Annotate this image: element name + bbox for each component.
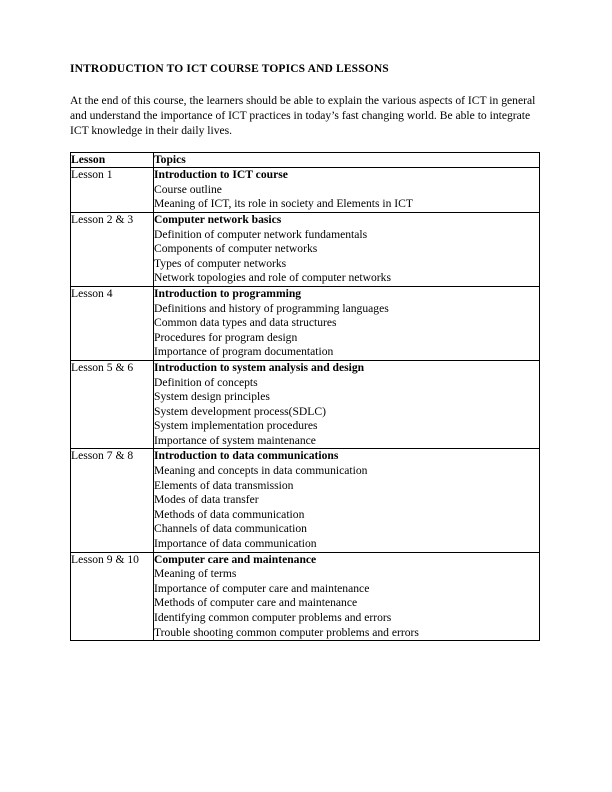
- table-row: [71, 449, 540, 552]
- topic-line: Meaning and concepts in data communication: [154, 464, 368, 478]
- table-header: [71, 152, 540, 168]
- table-row: [71, 360, 540, 449]
- topic-heading: Introduction to ICT course: [154, 168, 288, 182]
- topic-line: Components of computer networks: [154, 242, 318, 256]
- lesson-label: Lesson 4: [71, 286, 113, 300]
- topics-cell: [154, 168, 540, 213]
- lesson-cell: [71, 449, 154, 552]
- topic-line: Channels of data communication: [154, 522, 307, 536]
- topic-line: Identifying common computer problems and errors: [154, 611, 392, 625]
- topic-heading: Introduction to system analysis and design: [154, 360, 365, 374]
- topics-cell: [154, 552, 540, 641]
- table-header-row: [71, 152, 540, 168]
- lesson-cell: [71, 552, 154, 641]
- page-title: INTRODUCTION TO ICT COURSE TOPICS AND LESSONS: [70, 63, 389, 75]
- course-topics-table: [70, 152, 540, 642]
- topic-line: Types of computer networks: [154, 256, 287, 270]
- topics-cell: [154, 449, 540, 552]
- topic-line: Meaning of ICT, its role in society and Elements in ICT: [154, 197, 413, 211]
- topic-line: Definitions and history of programming languages: [154, 301, 389, 315]
- lesson-cell: [71, 360, 154, 449]
- topic-line: Procedures for program design: [154, 330, 298, 344]
- table-row: [71, 212, 540, 286]
- topic-line: Elements of data transmission: [154, 478, 294, 492]
- topics-cell: [154, 286, 540, 360]
- topic-heading: Introduction to programming: [154, 286, 302, 300]
- topic-line: Common data types and data structures: [154, 316, 337, 330]
- lesson-label: Lesson 7 & 8: [71, 449, 134, 463]
- topics-cell: [154, 212, 540, 286]
- lesson-label: Lesson 1: [71, 168, 113, 182]
- topic-line: System design principles: [154, 390, 270, 404]
- topic-heading: Computer network basics: [154, 212, 282, 226]
- topic-line: System implementation procedures: [154, 419, 318, 433]
- topic-line: Importance of system maintenance: [154, 433, 316, 447]
- lesson-label: Lesson 5 & 6: [71, 360, 134, 374]
- intro-paragraph: At the end of this course, the learners should be able to explain the various aspects of ICT in general and understand the importance of ICT practices in today’s fast changing world. Be able to integrate ICT knowledge in their daily lives.: [70, 94, 536, 138]
- topic-line: Importance of computer care and maintenance: [154, 581, 370, 595]
- topic-line: System development process(SDLC): [154, 404, 326, 418]
- column-header-topics: Topics: [154, 152, 540, 168]
- table-row: [71, 286, 540, 360]
- topic-line: Importance of data communication: [154, 537, 317, 551]
- topic-line: Modes of data transfer: [154, 493, 259, 507]
- lesson-cell: [71, 212, 154, 286]
- table-row: [71, 552, 540, 641]
- topic-heading: Introduction to data communications: [154, 449, 339, 463]
- table-row: [71, 168, 540, 213]
- topic-line: Course outline: [154, 182, 222, 196]
- lesson-label: Lesson 9 & 10: [71, 552, 139, 566]
- topic-heading: Computer care and maintenance: [154, 552, 317, 566]
- topic-line: Importance of program documentation: [154, 345, 334, 359]
- column-header-lesson: Lesson: [71, 152, 154, 168]
- topic-line: Methods of computer care and maintenance: [154, 596, 358, 610]
- topic-line: Network topologies and role of computer networks: [154, 271, 391, 285]
- topic-line: Definition of concepts: [154, 375, 258, 389]
- topic-line: Definition of computer network fundamentals: [154, 227, 368, 241]
- lesson-cell: [71, 168, 154, 213]
- document-content: [70, 62, 540, 641]
- lesson-cell: [71, 286, 154, 360]
- topics-cell: [154, 360, 540, 449]
- topic-line: Meaning of terms: [154, 567, 237, 581]
- table-body: [71, 168, 540, 641]
- topic-line: Methods of data communication: [154, 507, 305, 521]
- topic-line: Trouble shooting common computer problems and errors: [154, 625, 419, 639]
- lesson-label: Lesson 2 & 3: [71, 212, 134, 226]
